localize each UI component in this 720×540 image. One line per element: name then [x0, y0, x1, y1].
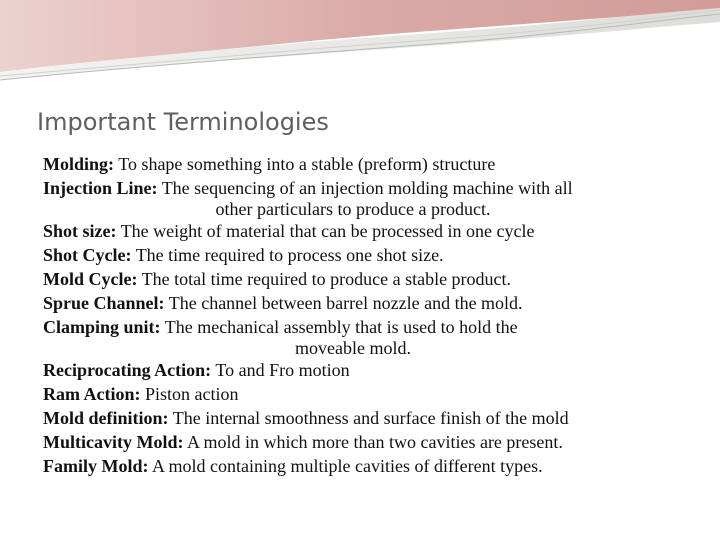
term-definition: A mold containing multiple cavities of different types. [152, 456, 543, 476]
term-definition: The mechanical assembly that is used to hold the [164, 317, 518, 337]
term-label: Reciprocating Action: [43, 360, 212, 380]
term-label: Mold Cycle: [43, 269, 138, 289]
term-definition: The sequencing of an injection molding machine with all [161, 178, 573, 198]
term-label: Family Mold: [43, 456, 149, 476]
term-definition-continuation: other particulars to produce a product. [215, 199, 491, 219]
term-item [43, 267, 703, 291]
term-label: Multicavity Mold: [43, 432, 184, 452]
term-item [43, 176, 703, 219]
term-definition: To shape something into a stable (preform) structure [118, 154, 496, 174]
term-label: Shot Cycle: [43, 245, 132, 265]
term-label: Shot size: [43, 221, 117, 241]
term-item [43, 430, 703, 454]
term-item [43, 219, 703, 243]
term-label: Injection Line: [43, 178, 158, 198]
term-definition: The weight of material that can be processed in one cycle [120, 221, 535, 241]
term-item [43, 291, 703, 315]
term-item [43, 315, 703, 358]
term-definition: The internal smoothness and surface finish of the mold [172, 408, 569, 428]
term-definition: The total time required to produce a stable product. [141, 269, 512, 289]
header-swoosh-decoration [0, 0, 720, 90]
term-item [43, 454, 703, 478]
term-label: Molding: [43, 154, 115, 174]
term-item [43, 358, 703, 382]
term-item [43, 406, 703, 430]
terminology-list [43, 152, 703, 478]
term-definition-continuation: moveable mold. [295, 338, 411, 358]
term-definition: The channel between barrel nozzle and the mold. [168, 293, 523, 313]
term-label: Clamping unit: [43, 317, 161, 337]
term-definition: A mold in which more than two cavities are present. [187, 432, 563, 452]
term-label: Sprue Channel: [43, 293, 165, 313]
term-definition: Piston action [145, 384, 239, 404]
term-definition: The time required to process one shot size. [135, 245, 444, 265]
term-item [43, 243, 703, 267]
term-item [43, 152, 703, 176]
slide-title: Important Terminologies [37, 108, 329, 136]
term-definition: To and Fro motion [215, 360, 350, 380]
term-item [43, 382, 703, 406]
term-label: Mold definition: [43, 408, 169, 428]
term-label: Ram Action: [43, 384, 141, 404]
